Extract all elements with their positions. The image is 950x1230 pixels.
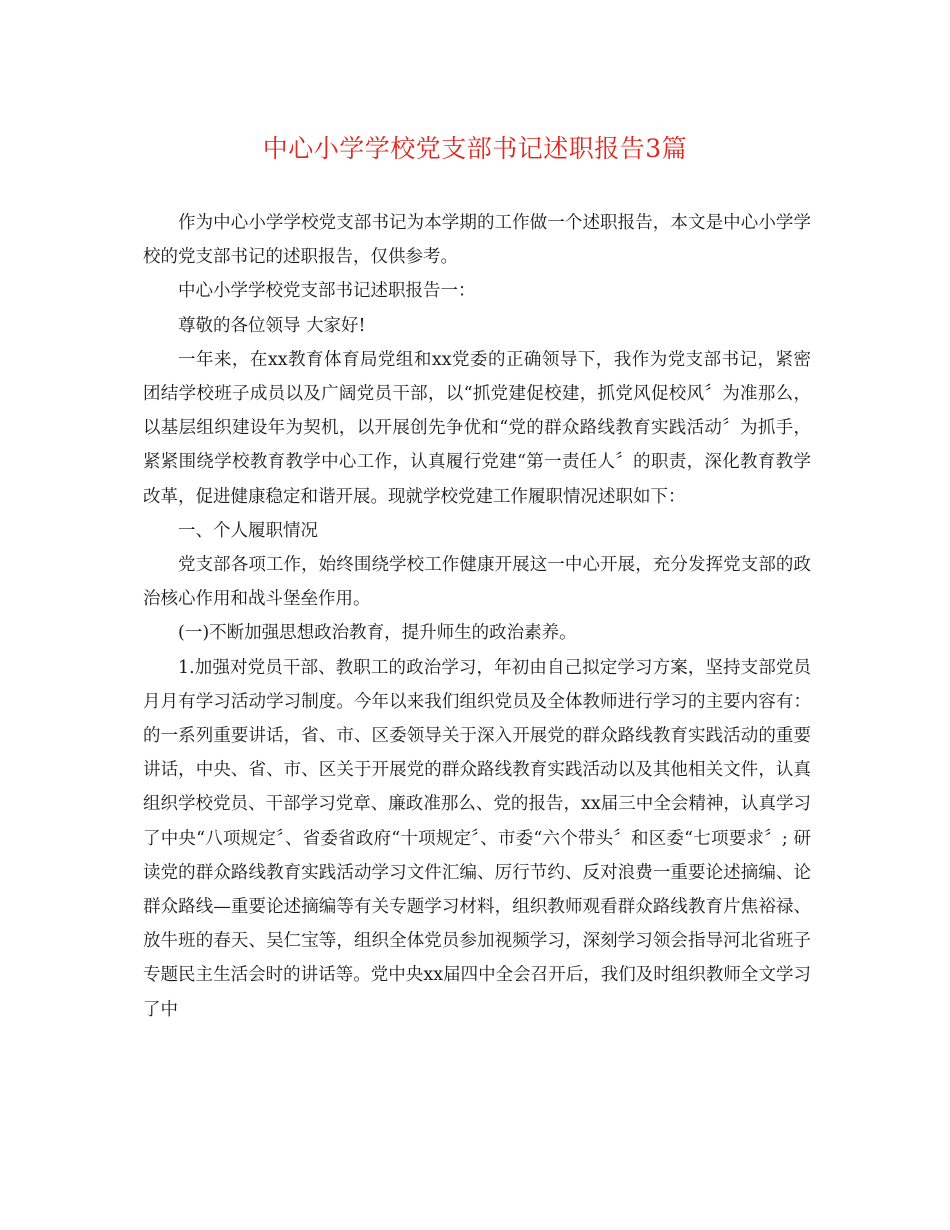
section-heading-personal-duties: 一、个人履职情况 [178, 520, 318, 541]
document-body [143, 206, 811, 1027]
subsection-heading-political-education: (一)不断加强思想政治教育，提升师生的政治素养。 [178, 623, 577, 644]
party-branch-paragraph: 党支部各项工作，始终围绕学校工作健康开展这一中心开展，充分发挥党支部的政治核心作用和战斗堡垒作用。 [143, 555, 811, 610]
document-title: 中心小学学校党支部书记述职报告3篇 [262, 134, 688, 163]
intro-paragraph: 作为中心小学学校党支部书记为本学期的工作做一个述职报告，本文是中心小学学校的党支部书记的述职报告，仅供参考。 [143, 213, 811, 268]
report-one-heading: 中心小学学校党支部书记述职报告一： [178, 281, 476, 302]
salutation: 尊敬的各位领导 大家好! [178, 315, 366, 336]
study-paragraph: 1.加强对党员干部、教职工的政治学习，年初由自己拟定学习方案，坚持支部党员月月有学习活动学习制度。今年以来我们组织党员及全体教师进行学习的主要内容有：的一系列重要讲话，省、市、区委领导关于深入开展党的群众路线教育实践活动的重要讲话，中央、省、市、区关于开展党的群众路线教育实践活动以及其他相关文件，认真组织学校党员、干部学习党章、廉政准那么、党的报告，xx届三中全会精神，认真学习了中央“八项规定〞、省委省政府“十项规定〞、市委“六个带头〞和区委“七项要求〞; 研读党的群众路线教育实践活动学习文件汇编、厉行节约、反对浪费一重要论述摘编、论群众路线—重要论述摘编等有关专题学习材料，组织教师观看群众路线教育片焦裕禄、放牛班的春天、吴仁宝等，组织全体党员参加视频学习，深刻学习领会指导河北省班子专题民主生活会时的讲话等。党中央xx届四中全会召开后，我们及时组织教师全文学习了中 [143, 657, 811, 1020]
overview-paragraph: 一年来，在xx教育体育局党组和xx党委的正确领导下，我作为党支部书记，紧密团结学校班子成员以及广阔党员干部，以“抓党建促校建，抓党风促校风〞为准那么，以基层组织建设年为契机，以开展创先争优和“党的群众路线教育实践活动〞为抓手，紧紧围绕学校教育教学中心工作，认真履行党建“第一责任人〞的职责，深化教育教学改革，促进健康稳定和谐开展。现就学校党建工作履职情况述职如下： [143, 349, 811, 507]
